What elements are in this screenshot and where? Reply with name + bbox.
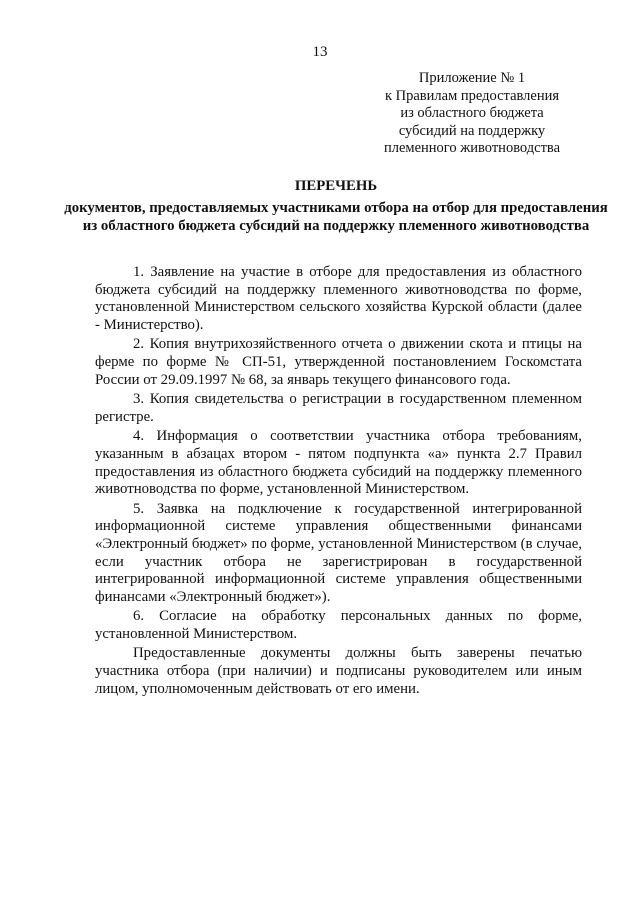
- title-subtitle: документов, предоставляемых участниками отбора на отбор для предоставления из областного бюджета субсидий на поддержку племенного животноводства: [64, 200, 608, 234]
- appendix-line: из областного бюджета: [400, 105, 544, 121]
- document-body: [95, 264, 582, 700]
- appendix-line: племенного животноводства: [383, 140, 561, 156]
- appendix-line: субсидий на поддержку: [398, 122, 546, 139]
- list-item: 6. Согласие на обработку персональных данных по форме, установленной Министерством.: [95, 608, 582, 642]
- appendix-line: Приложение № 1: [418, 70, 526, 86]
- appendix-line: к Правилам предоставления: [384, 87, 560, 104]
- page-number: 13: [312, 44, 328, 60]
- list-item: 1. Заявление на участие в отборе для предоставления из областного бюджета субсидий на поддержку племенного животноводства по форме, установленной Министерством сельского хозяйства Курской области (далее - Министерство).: [95, 264, 582, 333]
- document-title: [60, 177, 612, 235]
- list-item: 4. Информация о соответствии участника отбора требованиям, указанным в абзацах втором - пятом подпункта «а» пункта 2.7 Правил предоставления из областного бюджета субсидий на поддержку племенного животноводства по форме, установленной Министерством.: [95, 428, 582, 498]
- list-item: 5. Заявка на подключение к государственной интегрированной информационной системе управления общественными финансами «Электронный бюджет» по форме, установленной Министерством (в случае, если участник отбора не зарегистрирован в государственной интегрированной информационной системе управления общественными финансами «Электронный бюджет»).: [95, 500, 582, 605]
- list-item: 3. Копия свидетельства о регистрации в государственном племенном регистре.: [95, 391, 582, 425]
- list-item: 2. Копия внутрихозяйственного отчета о движении скота и птицы на ферме по форме № СП-51, утвержденной постановлением Госкомстата России от 29.09.1997 № 68, за январь текущего финансового года.: [95, 336, 582, 388]
- appendix-note: [372, 70, 572, 158]
- closing-paragraph: Предоставленные документы должны быть заверены печатью участника отбора (при наличии) и подписаны руководителем или иным лицом, уполномоченным действовать от его имени.: [95, 645, 582, 697]
- title-heading: ПЕРЕЧЕНЬ: [294, 178, 378, 194]
